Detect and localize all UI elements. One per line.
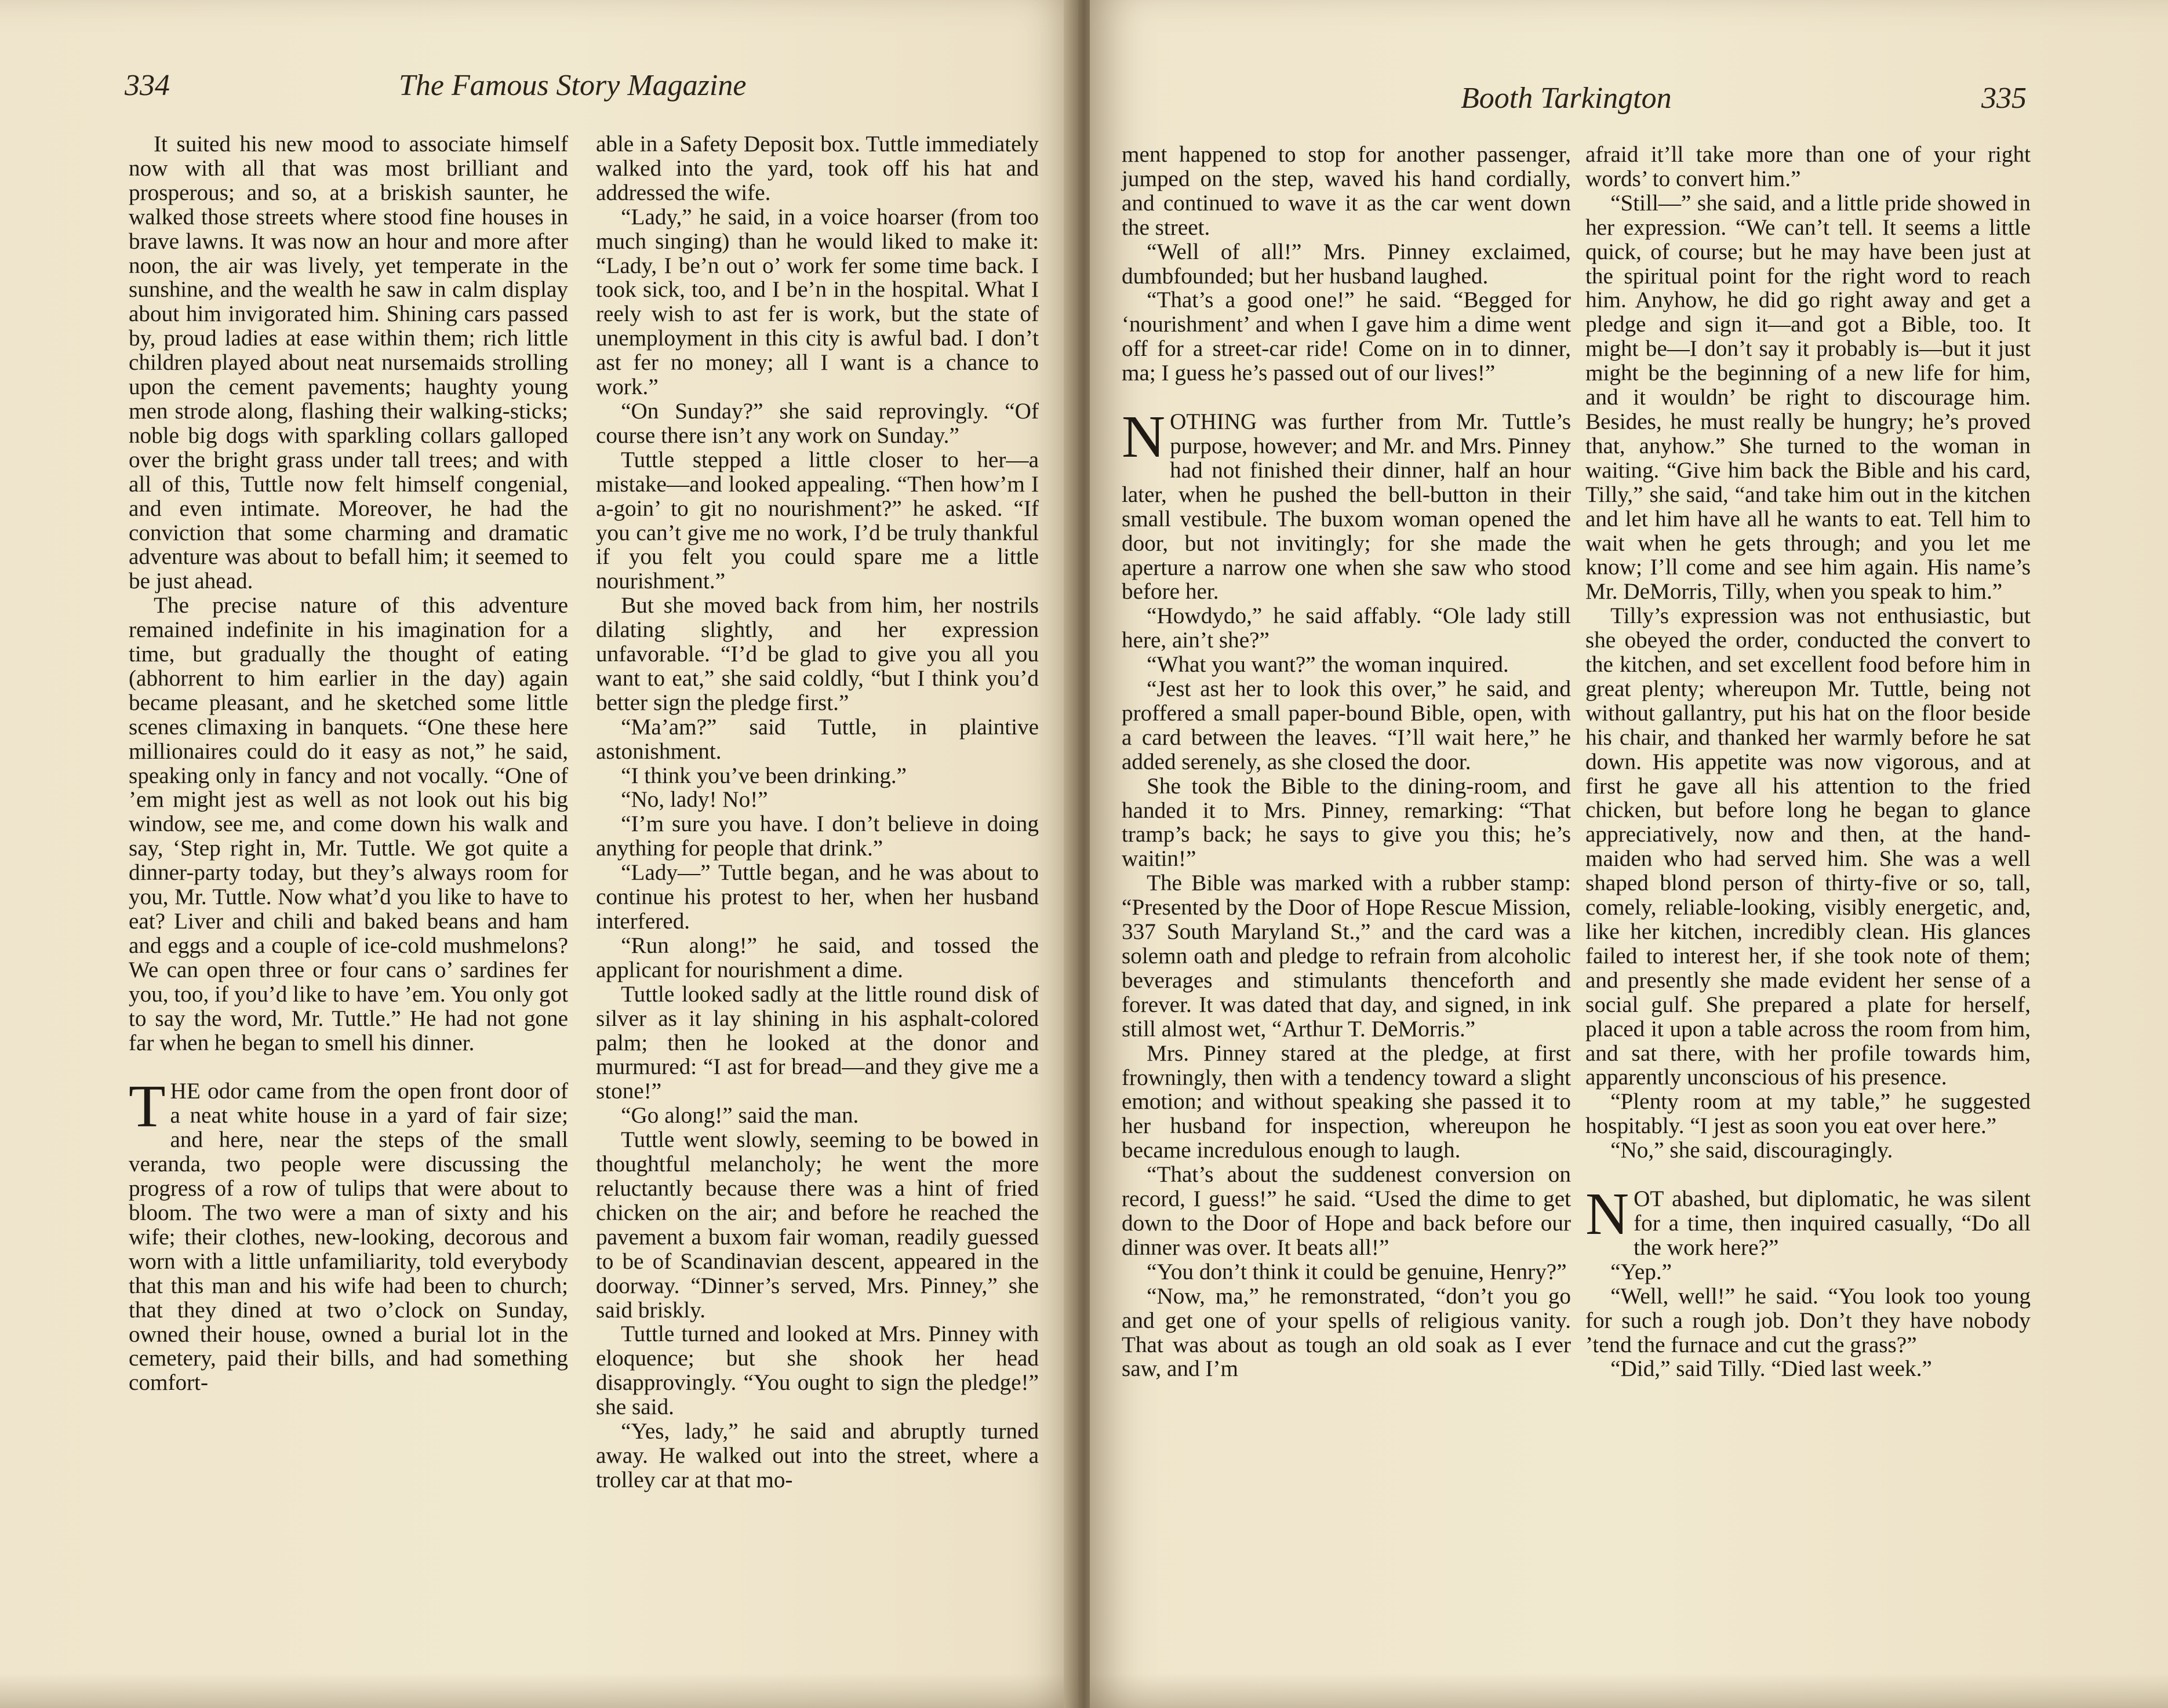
text-column-right-2: [1585, 143, 2031, 1381]
paragraph: ment happened to stop for another passenger, jumped on the step, waved his hand cordially, and continued to wave it as the car went down the street.: [1122, 142, 1571, 240]
paragraph: THE odor came from the open front door of a neat white house in a yard of fair size; and here, near the steps of the small veranda, two people were discussing the progress of a row of tulips that were about to bloom. The two were a man of sixty and his wife; their clothes, new-looking, decorous and worn with a little unfamiliarity, told everybody that this man and his wife had been to church; that they dined at two o’clock on Sunday, owned their house, owned a burial lot in the cemetery, paid their bills, and had something comfort-: [129, 1073, 568, 1396]
left-page: [0, 0, 1078, 1708]
page-number: 335: [1981, 82, 2027, 115]
paragraph: “That’s a good one!” he said. “Begged for ‘nourishment’ and when I gave him a dime went off for a street-car ride! Come on in to dinner, ma; I guess he’s passed out of our lives!”: [1122, 287, 1571, 386]
paragraph: Mrs. Pinney stared at the pledge, at first frowningly, then with a tendency toward a slight emotion; and without speaking she passed it to her husband for inspection, whereupon he became incredulous enough to laugh.: [1122, 1040, 1571, 1163]
paragraph: afraid it’ll take more than one of your right words’ to convert him.”: [1585, 142, 2031, 191]
paragraph: “Lady,” he said, in a voice hoarser (from too much singing) than he would liked to make it: “Lady, I be’n out o’ work fer some time back. I took sick, too, and I be’n in the hospital. What I reely wish to ast fer is work, but the state of unemployment in this city is awful bad. I don’t ast fer no money; all I want is a chance to work.”: [596, 204, 1039, 400]
page-edge: [1090, 1673, 2168, 1708]
paragraph: Tuttle turned and looked at Mrs. Pinney with eloquence; but she shook her head disapprovingly. “You ought to sign the pledge!” she said.: [596, 1321, 1039, 1420]
paragraph: “Yep.”: [1610, 1259, 1672, 1284]
paragraph: “Run along!” he said, and tossed the applicant for nourishment a dime.: [596, 933, 1039, 982]
text-column-left-2: [596, 132, 1039, 1492]
paragraph: “Jest ast her to look this over,” he said, and proffered a small paper-bound Bible, open, with a card between the leaves. “I’ll wait here,” he added serenely, as she closed the door.: [1122, 676, 1571, 774]
paragraph: Tuttle looked sadly at the little round disk of silver as it lay shining in his asphalt-colored palm; then he looked at the donor and murmured: “I ast for bread—and they give me a stone!”: [596, 981, 1039, 1104]
paragraph: “Well, well!” he said. “You look too young for such a rough job. Don’t they have nobody ’tend the furnace and cut the grass?”: [1585, 1283, 2031, 1357]
running-head: Booth Tarkington: [1461, 82, 1672, 115]
right-page: [1090, 0, 2168, 1708]
text-column-right-1: [1122, 143, 1571, 1381]
paragraph: “On Sunday?” she said reprovingly. “Of course there isn’t any work on Sunday.”: [596, 398, 1039, 448]
paragraph: Tuttle went slowly, seeming to be bowed in thoughtful melancholy; he went the more reluctantly because there was a hint of fried chicken on the air; and before he reached the pavement a buxom fair woman, readily guessed to be of Scandinavian descent, appeared in the doorway. “Dinner’s served, Mrs. Pinney,” she said briskly.: [596, 1127, 1039, 1323]
text-column-left-1: [129, 132, 568, 1395]
running-head: The Famous Story Magazine: [399, 69, 747, 102]
paragraph: “Go along!” said the man.: [621, 1103, 859, 1128]
page-number: 334: [125, 69, 170, 102]
paragraph: “I think you’ve been drinking.”: [621, 763, 907, 788]
page-edge: [0, 1673, 1078, 1708]
paragraph: “I’m sure you have. I don’t believe in doing anything for people that drink.”: [596, 811, 1039, 861]
paragraph: NOTHING was further from Mr. Tuttle’s purpose, however; and Mr. and Mrs. Pinney had not finished their dinner, half an hour later, when he pushed the bell-button in their small vestibule. The buxom woman opened the door, but not invitingly; for she made the aperture a narrow one when she saw who stood before her.: [1122, 403, 1571, 604]
paragraph: “Did,” said Tilly. “Died last week.”: [1610, 1356, 1932, 1382]
paragraph: The precise nature of this adventure remained indefinite in his imagination for a time, but gradually the thought of eating (abhorrent to him earlier in the day) again became pleasant, and he sketched some little scenes climaxing in banquets. “One these here millionaires could do it easy as not,” he said, speaking only in fancy and not vocally. “One of ’em might jest as well as not look out his big window, see me, and come down his walk and say, ‘Step right in, Mr. Tuttle. We got quite a dinner-party today, but they’s always room for you, Mr. Tuttle. Now what’d you like to have to eat? Liver and chili and baked beans and ham and eggs and a couple of ice-cold mushmelons? We can open three or four cans o’ sardines fer you, too, if you’d like to have ’em. You only got to say the word, Mr. Tuttle.” He had not gone far when he began to smell his dinner.: [129, 593, 568, 1055]
paragraph: Tilly’s expression was not enthusiastic, but she obeyed the order, conducted the convert to the kitchen, and set excellent food before him in great plenty; whereupon Mr. Tuttle, being not without gallantry, put his hat on the floor beside his chair, and thanked her warmly before he sat down. His appetite was now vigorous, and at first he gave all his attention to the fried chicken, but before long he began to glance appreciatively, now and then, at the hand-maiden who had served him. She was a well shaped blond person of thirty-five or so, tall, comely, reliable-looking, visibly energetic, and, like her kitchen, incredibly clean. His glances failed to interest her, if she took note of them; and presently she made evident her sense of a social gulf. She prepared a plate for herself, placed it upon a table across the room from him, and sat there, with her profile towards him, apparently unconscious of his presence.: [1585, 603, 2031, 1090]
paragraph: “Lady—” Tuttle began, and he was about to continue his protest to her, when her husband interfered.: [596, 860, 1039, 934]
paragraph: “Ma’am?” said Tuttle, in plaintive astonishment.: [596, 714, 1039, 764]
paragraph: Tuttle stepped a little closer to her—a mistake—and looked appealing. “Then how’m I a-goin’ to git no nourishment?” he asked. “If you can’t give me no work, I’d be truly thankful if you felt you could spare me a little nourishment.”: [596, 447, 1039, 594]
paragraph: NOT abashed, but diplomatic, he was silent for a time, then inquired casually, “Do all the work here?”: [1585, 1181, 2031, 1260]
paragraph: She took the Bible to the dining-room, and handed it to Mrs. Pinney, remarking: “That tramp’s back; he says to give you this; he’s waitin!”: [1122, 773, 1571, 872]
paragraph: The Bible was marked with a rubber stamp: “Presented by the Door of Hope Rescue Mission, 337 South Maryland St.,” and the card was a solemn oath and pledge to refrain from alcoholic beverages and stimulants thenceforth and forever. It was dated that day, and signed, in ink still almost wet, “Arthur T. DeMorris.”: [1122, 871, 1571, 1041]
paragraph: It suited his new mood to associate himself now with all that was most brilliant and prosperous; and so, at a briskish saunter, he walked those streets where stood fine houses in brave lawns. It was now an hour and more after noon, the air was lively, yet temperate in the sunshine, and the wealth he saw in calm display about him invigorated him. Shining cars passed by, proud ladies at ease within them; rich little children played about neat nursemaids strolling upon the cement pavements; haughty young men strode along, flashing their walking-sticks; noble big dogs with sparkling collars galloped over the bright grass under tall trees; and with all of this, Tuttle now felt himself congenial, and even intimate. Moreover, he had the conviction that some charming and dramatic adventure was about to befall him; it seemed to be just ahead.: [129, 132, 568, 594]
paragraph: “You don’t think it could be genuine, Henry?”: [1147, 1259, 1567, 1284]
paragraph: able in a Safety Deposit box. Tuttle immediately walked into the yard, took off his hat and addressed the wife.: [596, 132, 1039, 205]
paragraph: “Plenty room at my table,” he suggested hospitably. “I jest as soon you eat over here.”: [1585, 1089, 2031, 1139]
paragraph: “Yes, lady,” he said and abruptly turned away. He walked out into the street, where a trolley car at that mo-: [596, 1419, 1039, 1492]
paragraph: “No,” she said, discouragingly.: [1610, 1138, 1893, 1163]
paragraph: But she moved back from him, her nostrils dilating slightly, and her expression unfavorable. “I’d be glad to give you all you want to eat,” she said coldly, “but I think you’d better sign the pledge first.”: [596, 593, 1039, 715]
paragraph: “Howdydo,” he said affably. “Ole lady still here, ain’t she?”: [1122, 603, 1571, 653]
paragraph: “That’s about the suddenest conversion on record, I guess!” he said. “Used the dime to get down to the Door of Hope and back before our dinner was over. It beats all!”: [1122, 1162, 1571, 1260]
paragraph: “Still—” she said, and a little pride showed in her expression. “We can’t tell. It seems a little quick, of course; but he may have been just at the spiritual point for the right word to reach him. Anyhow, he did go right away and get a pledge and sign it—and got a Bible, too. It might be—I don’t say it probably is—but it just might be the beginning of a new life for him, and it wouldn’ be right to discourage him. Besides, he must really be hungry; he’s proved that, anyhow.” She turned to the woman in waiting. “Give him back the Bible and his card, Tilly,” she said, “and take him out in the kitchen and let him have all he wants to eat. Tell him to wait when he gets through; and you let me know; I’ll come and see him again. His name’s Mr. DeMorris, Tilly, when you speak to him.”: [1585, 190, 2031, 604]
paragraph: “Well of all!” Mrs. Pinney exclaimed, dumbfounded; but her husband laughed.: [1122, 239, 1571, 289]
paragraph: “Now, ma,” he remonstrated, “don’t you go and get one of your spells of religious vanity. That was about as tough an old soak as I ever saw, and I’m: [1122, 1283, 1571, 1382]
paragraph: “No, lady! No!”: [621, 787, 768, 813]
paragraph: “What you want?” the woman inquired.: [1147, 652, 1509, 678]
